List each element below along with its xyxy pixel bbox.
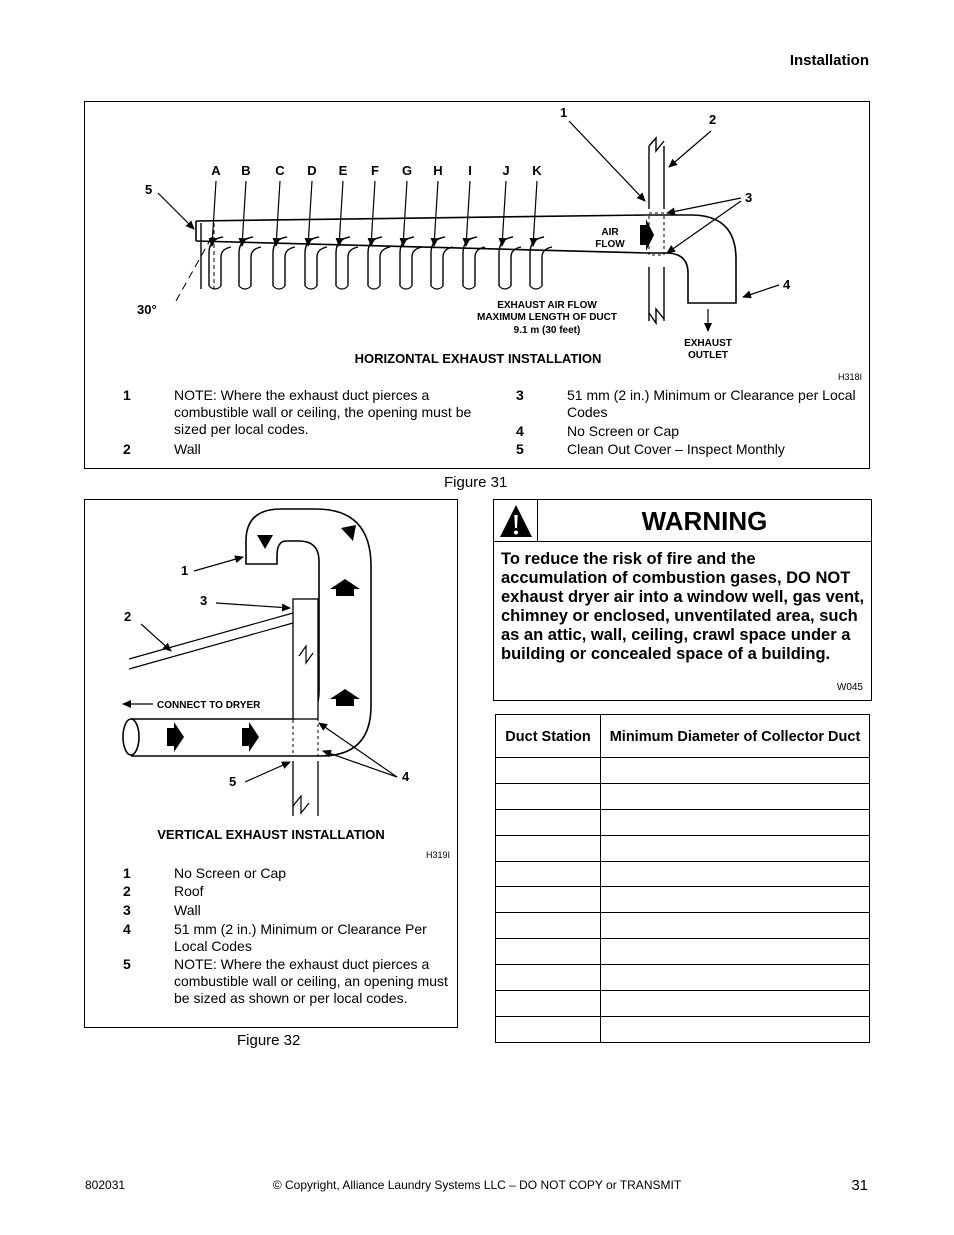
drop-tube-end bbox=[305, 286, 317, 289]
legend-num: 1 bbox=[123, 865, 131, 881]
drop-tube-end bbox=[400, 286, 412, 289]
callout-2: 2 bbox=[124, 609, 132, 624]
connect-label: CONNECT TO DRYER bbox=[157, 700, 261, 711]
station-arrow bbox=[339, 181, 343, 246]
station-letter-k: K bbox=[532, 163, 542, 178]
figure-31-caption: Figure 31 bbox=[444, 474, 508, 491]
station-letter-j: J bbox=[502, 163, 510, 178]
table-row bbox=[496, 835, 870, 861]
diagram-code: H319I bbox=[425, 850, 450, 860]
callout-1: 1 bbox=[560, 105, 568, 120]
table-row bbox=[496, 783, 870, 809]
callout-3: 3 bbox=[745, 190, 753, 205]
table-row bbox=[496, 991, 870, 1017]
legend-text: Roof bbox=[174, 883, 204, 899]
legend-num: 5 bbox=[123, 956, 131, 972]
drop-tube-end bbox=[530, 286, 542, 289]
doc-number: 802031 bbox=[85, 1178, 126, 1192]
legend-text: Wall bbox=[174, 441, 201, 457]
station-arrow bbox=[403, 181, 407, 246]
cell-min-diameter bbox=[601, 939, 870, 965]
callout-4: 4 bbox=[783, 277, 791, 292]
duct-note-1: EXHAUST AIR FLOW bbox=[497, 300, 597, 311]
cell-duct-station bbox=[496, 809, 601, 835]
figure-32-frame bbox=[84, 499, 458, 1028]
table-row bbox=[496, 1016, 870, 1042]
drop-tube-end bbox=[273, 286, 285, 289]
table-row bbox=[496, 965, 870, 991]
cell-min-diameter bbox=[601, 887, 870, 913]
table-row bbox=[496, 939, 870, 965]
dryer-drop-tubes bbox=[209, 237, 552, 289]
station-letter-e: E bbox=[338, 163, 348, 178]
legend-num: 4 bbox=[123, 921, 131, 937]
callout-1: 1 bbox=[181, 563, 189, 578]
station-arrow bbox=[308, 181, 312, 246]
duct-table-body bbox=[496, 758, 870, 1043]
table-row bbox=[496, 809, 870, 835]
cell-min-diameter bbox=[601, 835, 870, 861]
station-letter-a: A bbox=[211, 163, 221, 178]
legend-text: Clean Out Cover – Inspect Monthly bbox=[567, 441, 785, 457]
drop-tube-end bbox=[209, 286, 221, 289]
table-row bbox=[496, 861, 870, 887]
callout-5: 5 bbox=[145, 182, 153, 197]
table-header-row bbox=[496, 715, 870, 758]
cell-min-diameter bbox=[601, 913, 870, 939]
station-letter-i: I bbox=[468, 163, 472, 178]
station-arrow bbox=[276, 181, 280, 246]
outlet-label-1: EXHAUST bbox=[684, 338, 732, 349]
cell-min-diameter bbox=[601, 991, 870, 1017]
legend-text: No Screen or Cap bbox=[567, 423, 680, 439]
cell-duct-station bbox=[496, 861, 601, 887]
warning-text: To reduce the risk of fire and the accumulation of combustion gases, DO NOT exhaust dryer air into a window well, gas vent, chimney or enclosed, unventilated area, such as an attic, wall, ceiling, crawl space under a building or concealed space of a building. bbox=[501, 550, 865, 663]
copyright: © Copyright, Alliance Laundry Systems LLC – DO NOT COPY or TRANSMIT bbox=[272, 1178, 682, 1192]
warning-triangle-icon bbox=[494, 500, 538, 541]
drop-tube-end bbox=[239, 286, 251, 289]
cell-duct-station bbox=[496, 758, 601, 784]
station-arrow bbox=[533, 181, 537, 246]
cell-duct-station bbox=[496, 1016, 601, 1042]
cell-duct-station bbox=[496, 991, 601, 1017]
cell-duct-station bbox=[496, 835, 601, 861]
cell-duct-station bbox=[496, 939, 601, 965]
warning-code: W045 bbox=[836, 682, 863, 693]
cell-duct-station bbox=[496, 913, 601, 939]
legend-num: 4 bbox=[516, 423, 524, 439]
legend-text: Wall bbox=[174, 902, 201, 918]
cell-duct-station bbox=[496, 783, 601, 809]
diagram-title: VERTICAL EXHAUST INSTALLATION bbox=[157, 827, 385, 842]
table-row bbox=[496, 887, 870, 913]
diagram-title: HORIZONTAL EXHAUST INSTALLATION bbox=[354, 351, 602, 366]
duct-note-3: 9.1 m (30 feet) bbox=[513, 325, 581, 336]
header-min-diameter: Minimum Diameter of Collector Duct bbox=[601, 715, 870, 758]
outlet-label-2: OUTLET bbox=[688, 350, 728, 361]
legend-text: NOTE: Where the exhaust duct pierces a combustible wall or ceiling, an opening must be sized as shown or per local codes. bbox=[174, 956, 448, 1006]
horizontal-exhaust-diagram bbox=[85, 102, 871, 387]
drop-tube-end bbox=[336, 286, 348, 289]
station-letter-f: F bbox=[371, 163, 379, 178]
station-arrow bbox=[434, 181, 438, 246]
station-letter-d: D bbox=[307, 163, 317, 178]
cell-duct-station bbox=[496, 887, 601, 913]
warning-box bbox=[493, 499, 872, 701]
cell-min-diameter bbox=[601, 1016, 870, 1042]
callout-4: 4 bbox=[402, 769, 410, 784]
cell-min-diameter bbox=[601, 758, 870, 784]
drop-tube-end bbox=[431, 286, 443, 289]
station-arrow bbox=[212, 181, 216, 246]
section-header: Installation bbox=[789, 52, 869, 69]
header-duct-station: Duct Station bbox=[496, 715, 601, 758]
legend-num: 1 bbox=[123, 387, 131, 403]
warning-header bbox=[494, 500, 871, 542]
station-letter-g: G bbox=[401, 163, 413, 178]
drop-tube-end bbox=[499, 286, 511, 289]
callout-3: 3 bbox=[200, 593, 208, 608]
station-arrow bbox=[371, 181, 375, 246]
station-letters bbox=[211, 163, 542, 246]
drop-tube-end bbox=[463, 286, 475, 289]
legend-text: 51 mm (2 in.) Minimum or Clearance Per Local Codes bbox=[174, 921, 427, 954]
cell-duct-station bbox=[496, 965, 601, 991]
legend-num: 3 bbox=[516, 387, 524, 403]
callout-2: 2 bbox=[709, 112, 717, 127]
duct-table bbox=[495, 714, 870, 1043]
figure-32-caption: Figure 32 bbox=[237, 1032, 301, 1049]
diagram-code: H318I bbox=[837, 372, 862, 382]
station-letter-h: H bbox=[433, 163, 443, 178]
cell-min-diameter bbox=[601, 965, 870, 991]
warning-title: WARNING bbox=[641, 506, 768, 536]
air-flow-label-1: AIR bbox=[601, 227, 619, 238]
table-row bbox=[496, 758, 870, 784]
duct-note-2: MAXIMUM LENGTH OF DUCT bbox=[477, 312, 617, 323]
legend-text: NOTE: Where the exhaust duct pierces a combustible wall or ceiling, the opening must be sized per local codes. bbox=[174, 387, 472, 437]
legend-num: 3 bbox=[123, 902, 131, 918]
legend-text: No Screen or Cap bbox=[174, 865, 287, 881]
table-row bbox=[496, 913, 870, 939]
station-arrow bbox=[466, 181, 470, 246]
legend-num: 5 bbox=[516, 441, 524, 457]
air-flow-label-2: FLOW bbox=[595, 239, 625, 250]
vertical-exhaust-diagram bbox=[85, 500, 459, 865]
cell-min-diameter bbox=[601, 783, 870, 809]
station-arrow bbox=[502, 181, 506, 246]
cell-min-diameter bbox=[601, 861, 870, 887]
figure-31-frame bbox=[84, 101, 870, 469]
callout-5: 5 bbox=[229, 774, 237, 789]
station-arrow bbox=[242, 181, 246, 246]
cell-min-diameter bbox=[601, 809, 870, 835]
station-letter-b: B bbox=[241, 163, 251, 178]
angle-label: 30° bbox=[137, 302, 157, 317]
drop-tube-end bbox=[368, 286, 380, 289]
legend-text: 51 mm (2 in.) Minimum or Clearance per Local Codes bbox=[567, 387, 856, 420]
warning-icon-cell bbox=[494, 500, 538, 541]
legend-num: 2 bbox=[123, 441, 131, 457]
station-letter-c: C bbox=[275, 163, 285, 178]
legend-num: 2 bbox=[123, 883, 131, 899]
page-number: 31 bbox=[851, 1177, 868, 1194]
